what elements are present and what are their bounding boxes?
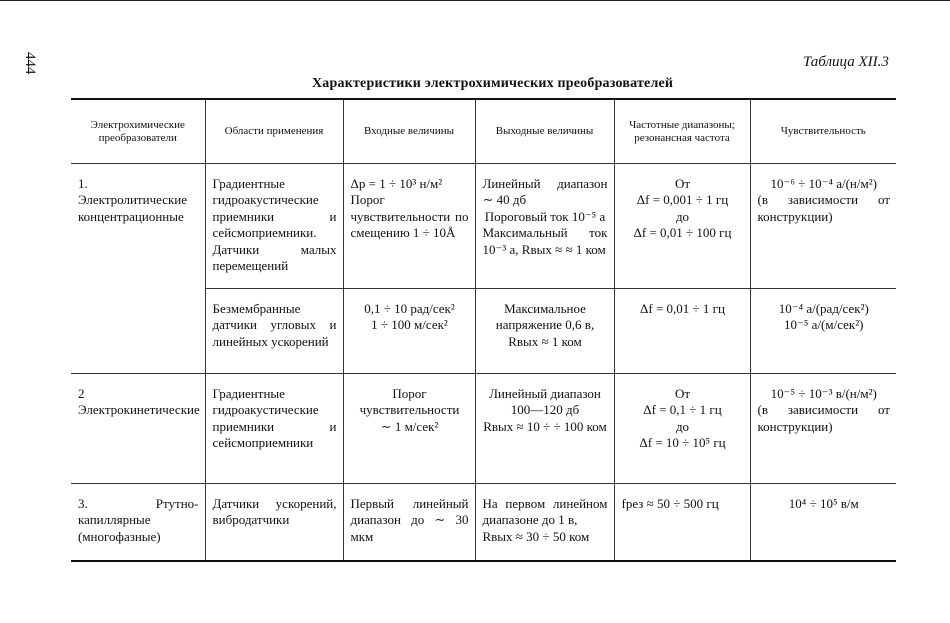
converters-table: [71, 98, 896, 562]
sensitivity-cell: 10⁻⁶ ÷ 10⁻⁴ а/(н/м²) (в зависимости от конструкции): [750, 164, 896, 289]
sensitivity-cell: 10⁻⁴ а/(рад/сек²) 10⁻⁵ а/(м/сек²): [750, 289, 896, 374]
header-frequency: Частотные диапазоны; резонансная частота: [614, 99, 750, 164]
application-cell: Градиентные гидроакустические приемники и сейсмоприемники. Датчики малых перемещений: [205, 164, 343, 289]
input-cell: Первый линейный диапазон до ∼ 30 мкм: [343, 484, 475, 561]
application-cell: Градиентные гидроакустические приемники и сейсмоприемники: [205, 374, 343, 484]
header-output: Выходные величины: [475, 99, 614, 164]
table-caption: Характеристики электрохимических преобразователей: [312, 76, 674, 91]
group-label: 3. Ртутно-капиллярные (многофазные): [78, 496, 199, 544]
sensitivity-cell: 10⁴ ÷ 10⁵ в/м: [750, 484, 896, 561]
group-cell-electrokinetic: [71, 374, 205, 484]
frequency-cell: От Δf = 0,1 ÷ 1 гц до Δf = 10 ÷ 10⁵ гц: [614, 374, 750, 484]
header-row: [71, 99, 896, 164]
group-cell-electrolytic: [71, 164, 205, 374]
application-cell: Безмембранные датчики угловых и линейных ускорений: [205, 289, 343, 374]
frequency-cell: Δf = 0,01 ÷ 1 гц: [614, 289, 750, 374]
top-edge-line: [0, 0, 950, 1]
table-row: [71, 374, 896, 484]
table-label: Таблица XII.3: [803, 54, 889, 70]
application-cell: Датчики ускорений, вибродатчики: [205, 484, 343, 561]
group-label: 2 Электрокинетические: [78, 386, 200, 418]
frequency-cell: От Δf = 0,001 ÷ 1 гц до Δf = 0,01 ÷ 100 гц: [614, 164, 750, 289]
input-cell: Δp = 1 ÷ 10³ н/м² Порог чувствительности по смещению 1 ÷ 10Å: [343, 164, 475, 289]
page-number: 444: [22, 52, 38, 75]
header-application: Области применения: [205, 99, 343, 164]
input-cell: Порог чувствительности ∼ 1 м/сек²: [343, 374, 475, 484]
table-row: [71, 484, 896, 561]
header-converters: Электрохимические преобразователи: [71, 99, 205, 164]
output-cell: Линейный диапазон 100—120 дб Rвых ≈ 10 ÷ ÷ 100 ком: [475, 374, 614, 484]
table-row: [71, 164, 896, 289]
input-cell: 0,1 ÷ 10 рад/сек² 1 ÷ 100 м/сек²: [343, 289, 475, 374]
output-cell: Линейный диапазон ∼ 40 дб Пороговый ток 10⁻⁵ а Максимальный ток 10⁻³ а, Rвых ≈ ≈ 1 ком: [475, 164, 614, 289]
header-input: Входные величины: [343, 99, 475, 164]
group-label: 1. Электролитические концентрационные: [78, 176, 188, 224]
frequency-cell: fрез ≈ 50 ÷ 500 гц: [614, 484, 750, 561]
output-cell: Максимальное напряжение 0,6 в, Rвых ≈ 1 ком: [475, 289, 614, 374]
sensitivity-cell: 10⁻⁵ ÷ 10⁻³ в/(н/м²) (в зависимости от конструкции): [750, 374, 896, 484]
output-cell: На первом линейном диапазоне до 1 в, Rвых ≈ 30 ÷ 50 ком: [475, 484, 614, 561]
group-cell-mercury-capillary: [71, 484, 205, 561]
header-sensitivity: Чувствительность: [750, 99, 896, 164]
